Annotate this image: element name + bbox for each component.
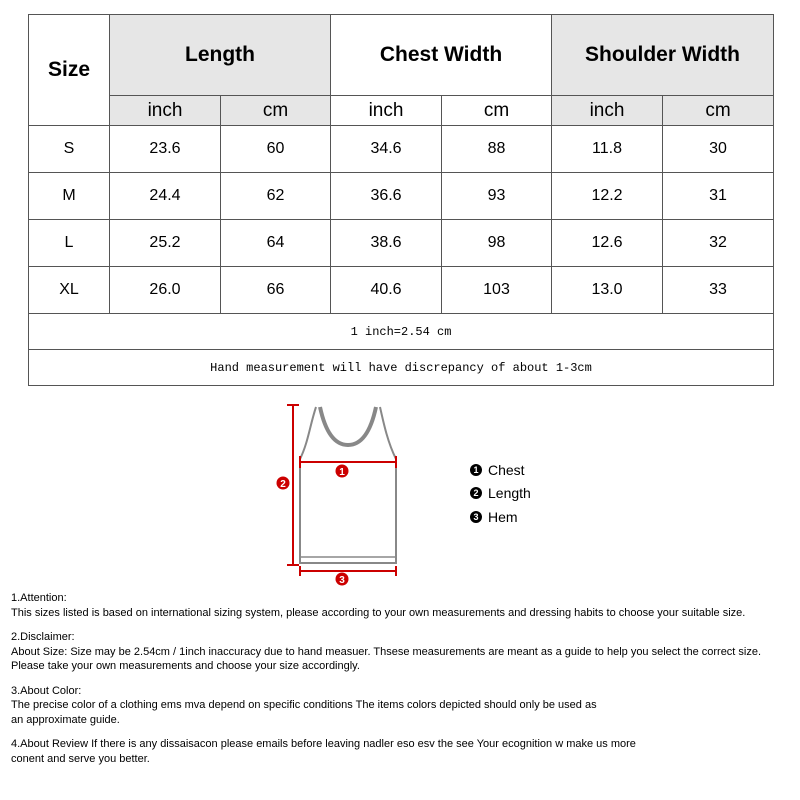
svg-text:2: 2 (280, 479, 286, 490)
table-cell: 11.8 (552, 126, 663, 173)
note-line: Please take your own measurements and choose your size accordingly. (11, 660, 360, 672)
unit-cell: inch (552, 96, 663, 126)
tank-top-outline-icon (300, 407, 396, 563)
table-cell: 88 (442, 126, 552, 173)
unit-cell: cm (221, 96, 331, 126)
header-shoulder-width: Shoulder Width (552, 15, 774, 96)
size-label: XL (29, 267, 110, 314)
table-cell: 60 (221, 126, 331, 173)
discrepancy-note-row (29, 350, 774, 386)
note-title: 3.About Color: (11, 684, 82, 697)
table-header-row (29, 15, 774, 96)
header-length: Length (110, 15, 331, 96)
table-cell: 40.6 (331, 267, 442, 314)
table-cell: 66 (221, 267, 331, 314)
legend-item-length (470, 482, 531, 506)
legend-item-chest (470, 458, 531, 482)
table-cell: 33 (663, 267, 774, 314)
number-one-icon: 1 (470, 464, 482, 476)
note-about-color (11, 684, 796, 728)
note-title: 2.Disclaimer: (11, 631, 75, 643)
svg-text:3: 3 (339, 575, 345, 586)
note-line: This sizes listed is based on international sizing system, please according to your own measurements and dressing habits to choose your suitable size. (11, 606, 746, 619)
table-row (29, 173, 774, 220)
conversion-note: 1 inch=2.54 cm (29, 314, 774, 350)
table-cell: 23.6 (110, 126, 221, 173)
chest-measure-line (300, 456, 396, 468)
unit-cell: cm (663, 96, 774, 126)
size-label: S (29, 126, 110, 173)
note-line: 4.About Review If there is any dissaisacon please emails before leaving nadler eso esv the see Your ecognition w make us more (11, 738, 636, 750)
size-label: M (29, 173, 110, 220)
note-line: conent and serve you better. (11, 752, 150, 765)
table-cell: 31 (663, 173, 774, 220)
table-cell: 62 (221, 173, 331, 220)
table-cell: 13.0 (552, 267, 663, 314)
note-disclaimer (11, 630, 796, 674)
hem-marker (336, 573, 349, 587)
note-about-review (11, 737, 796, 766)
table-cell: 12.6 (552, 220, 663, 267)
discrepancy-note: Hand measurement will have discrepancy of about 1-3cm (29, 350, 774, 386)
legend-label: Length (488, 485, 531, 502)
legend-item-hem (470, 505, 531, 529)
number-two-icon: 2 (470, 487, 482, 499)
table-cell: 12.2 (552, 173, 663, 220)
table-cell: 32 (663, 220, 774, 267)
table-cell: 93 (442, 173, 552, 220)
table-cell: 36.6 (331, 173, 442, 220)
unit-cell: cm (442, 96, 552, 126)
table-cell: 25.2 (110, 220, 221, 267)
unit-cell: inch (110, 96, 221, 126)
chest-marker (336, 465, 349, 479)
note-title: 1.Attention: (11, 592, 67, 604)
notes-section (11, 591, 796, 776)
table-cell: 103 (442, 267, 552, 314)
diagram-legend (470, 458, 531, 529)
header-size: Size (29, 15, 110, 126)
table-row (29, 267, 774, 314)
table-row (29, 126, 774, 173)
table-cell: 34.6 (331, 126, 442, 173)
table-row (29, 220, 774, 267)
table-cell: 30 (663, 126, 774, 173)
legend-label: Chest (488, 461, 525, 478)
note-line: About Size: Size may be 2.54cm / 1inch inaccuracy due to hand measuer. Thsese measurements are meant as a guide to help you select the correct size. (11, 645, 762, 658)
size-chart-table (28, 14, 774, 386)
length-marker (277, 477, 290, 491)
tank-top-measurement-diagram (270, 395, 420, 590)
table-unit-row (29, 96, 774, 126)
size-label: L (29, 220, 110, 267)
note-line: an approximate guide. (11, 713, 120, 726)
table-cell: 26.0 (110, 267, 221, 314)
table-cell: 38.6 (331, 220, 442, 267)
legend-label: Hem (488, 508, 518, 525)
note-attention (11, 591, 796, 620)
table-cell: 24.4 (110, 173, 221, 220)
hem-measure-line (300, 566, 396, 576)
note-line: The precise color of a clothing ems mva depend on specific conditions The items colors depicted should only be used as (11, 699, 597, 711)
header-chest-width: Chest Width (331, 15, 552, 96)
number-three-icon: 3 (470, 511, 482, 523)
table-cell: 64 (221, 220, 331, 267)
table-cell: 98 (442, 220, 552, 267)
conversion-note-row (29, 314, 774, 350)
svg-text:1: 1 (339, 467, 345, 478)
unit-cell: inch (331, 96, 442, 126)
